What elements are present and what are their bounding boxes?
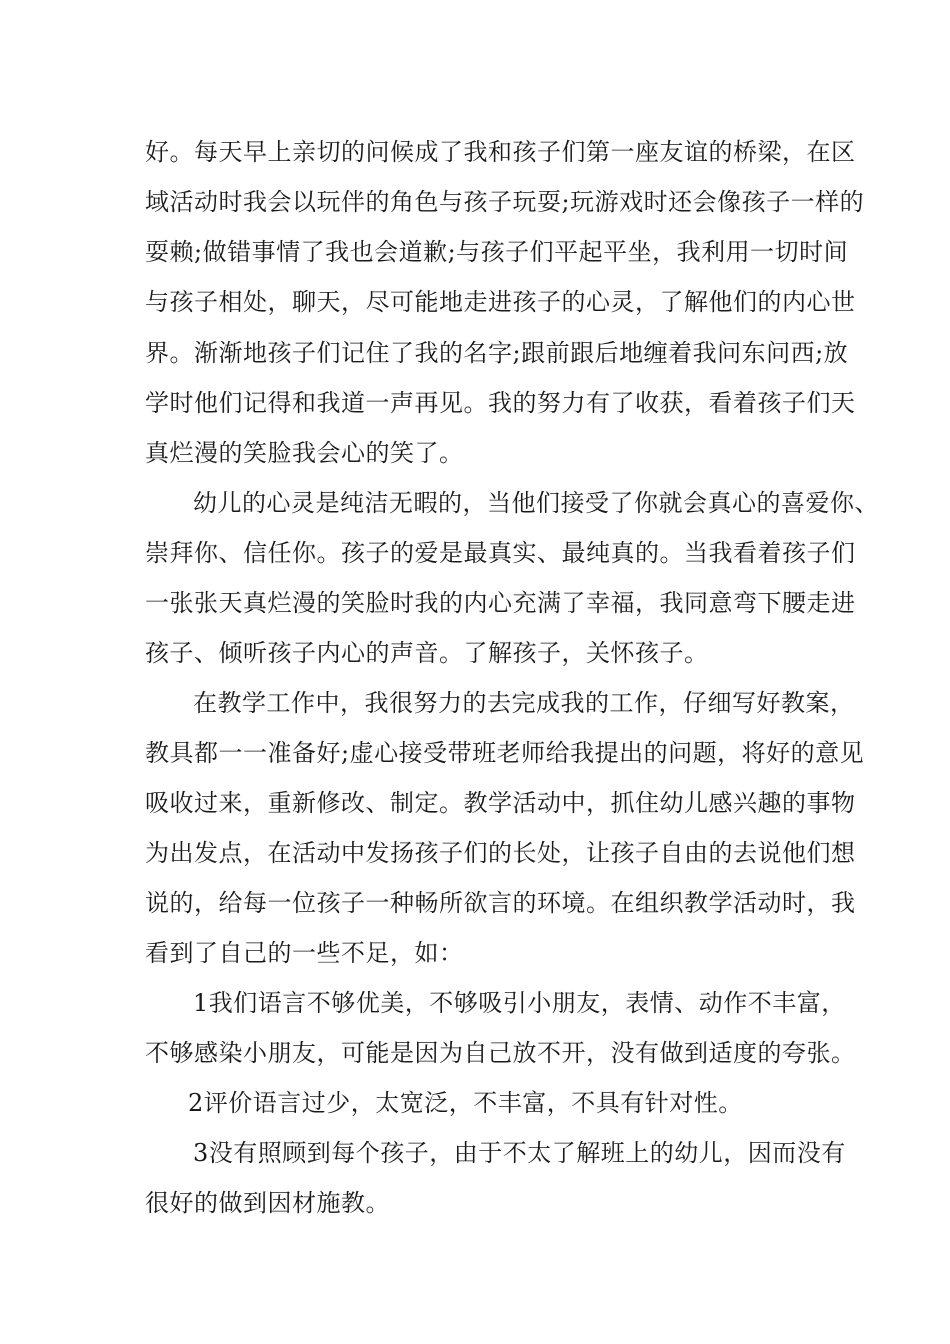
text-line: 界。渐渐地孩子们记住了我的名字;跟前跟后地缠着我问东问西;放 [145,339,849,367]
list-item-1-line: 1我们语言不够优美，不够吸引小朋友，表情、动作不丰富， [193,989,846,1017]
text-line: 教具都一一准备好;虚心接受带班老师给我提出的问题，将好的意见 [145,739,865,767]
list-item-2-line: 2评价语言过少，太宽泛，不丰富，不具有针对性。 [188,1089,743,1117]
text-line: 吸收过来，重新修改、制定。教学活动中，抓住幼儿感兴趣的事物 [145,789,856,817]
text-line: 崇拜你、信任你。孩子的爱是最真实、最纯真的。当我看着孩子们 [145,539,856,567]
text-line: 学时他们记得和我道一声再见。我的努力有了收获，看着孩子们天 [145,389,856,417]
paragraph-first-line: 幼儿的心灵是纯洁无暇的，当他们接受了你就会真心的喜爱你、 [193,489,879,517]
text-line: 说的，给每一位孩子一种畅所欲言的环境。在组织教学活动时，我 [145,889,856,917]
text-line: 与孩子相处，聊天，尽可能地走进孩子的心灵，了解他们的内心世 [145,288,856,316]
text-line: 耍赖;做错事情了我也会道歉;与孩子们平起平坐，我利用一切时间 [145,238,849,266]
text-line: 看到了自己的一些不足，如： [145,939,464,967]
text-line: 真烂漫的笑脸我会心的笑了。 [145,439,464,467]
text-line: 一张张天真烂漫的笑脸时我的内心充满了幸福，我同意弯下腰走进 [145,589,856,617]
paragraph-first-line: 在教学工作中，我很努力的去完成我的工作，仔细写好教案， [193,689,855,717]
text-line: 为出发点，在活动中发扬孩子们的长处，让孩子自由的去说他们想 [145,839,856,867]
text-line: 孩子、倾听孩子内心的声音。了解孩子，关怀孩子。 [145,639,709,667]
list-item-3-continuation: 很好的做到因材施教。 [145,1189,390,1217]
text-line: 好。每天早上亲切的问候成了我和孩子们第一座友谊的桥梁，在区 [145,138,856,166]
list-item-1-continuation: 不够感染小朋友，可能是因为自己放不开，没有做到适度的夸张。 [145,1039,856,1067]
text-line: 域活动时我会以玩伴的角色与孩子玩耍;玩游戏时还会像孩子一样的 [145,188,865,216]
list-item-3-line: 3没有照顾到每个孩子，由于不太了解班上的幼儿，因而没有 [193,1139,846,1167]
